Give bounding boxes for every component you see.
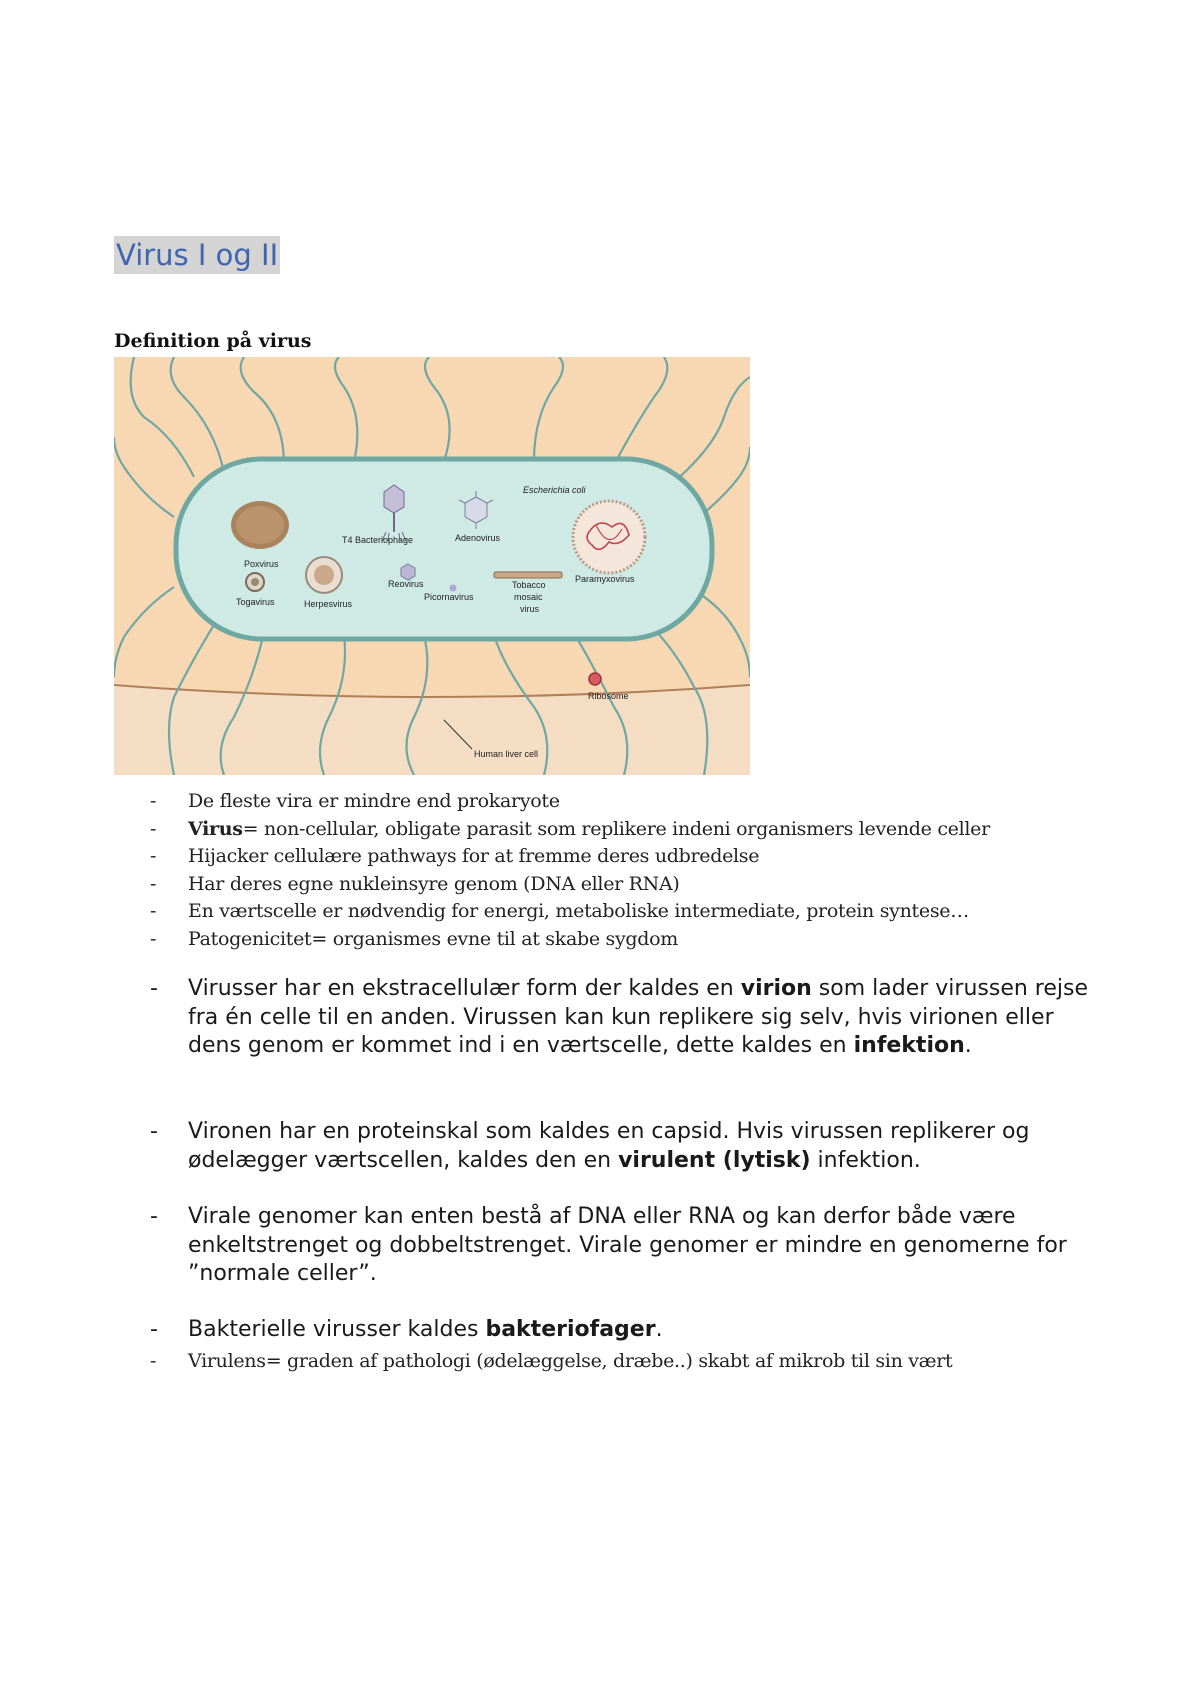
label-togavirus: Togavirus: [236, 597, 275, 607]
paragraph-capsid: [150, 1118, 1110, 1175]
label-t4: T4 Bacteriophage: [342, 535, 414, 545]
virus-size-figure: [114, 357, 750, 775]
definition-list: [150, 788, 1110, 953]
label-adenovirus: Adenovirus: [455, 533, 501, 543]
list-item: - Vironen har en proteinskal som kaldes en capsid. Hvis virussen replikerer og ødelægger værtscellen, kaldes den en virulent (lytisk) infektion.: [150, 1119, 1030, 1173]
list-item: - Bakterielle virusser kaldes bakteriofager.: [150, 1317, 663, 1342]
paragraph-genomes: [150, 1203, 1110, 1289]
list-item: - Virusser har en ekstracellulær form der kaldes en virion som lader virussen rejse fra én celle til en anden. Virussen kan kun replikere sig selv, hvis virionen eller dens genom er kommet ind i en værtscelle, dette kaldes en infektion.: [150, 976, 1089, 1058]
label-tobacco-1: Tobacco: [512, 580, 546, 590]
list-item: - Hijacker cellulære pathways for at fremme deres udbredelse: [150, 845, 760, 867]
page-title: Virus I og II: [116, 238, 279, 272]
paragraph-bacteriophage: [150, 1316, 1110, 1345]
list-item: - En værtscelle er nødvendig for energi, metaboliske intermediate, protein syntese…: [150, 900, 969, 922]
paragraph-virion: [150, 975, 1110, 1061]
list-item: - Patogenicitet= organismes evne til at skabe sygdom: [150, 927, 679, 950]
label-paramyxovirus: Paramyxovirus: [575, 574, 635, 584]
list-item: - Virus= non-cellular, obligate parasit som replikere indeni organismers levende celler: [150, 817, 990, 840]
label-ribosome: Ribosome: [588, 691, 629, 701]
label-tobacco-2: mosaic: [514, 592, 543, 602]
list-item: - Virale genomer kan enten bestå af DNA eller RNA og kan derfor både være enkeltstrenget og dobbeltstrenget. Virale genomer er mindre en genomerne for ”normale celler”.: [150, 1204, 1067, 1286]
label-picornavirus: Picornavirus: [424, 592, 474, 602]
label-ecoli: Escherichia coli: [523, 485, 586, 495]
label-herpesvirus: Herpesvirus: [304, 599, 353, 609]
list-item: - Har deres egne nukleinsyre genom (DNA eller RNA): [150, 872, 680, 895]
label-tobacco-3: virus: [520, 604, 540, 614]
list-item: - De fleste vira er mindre end prokaryote: [150, 790, 560, 812]
paragraph-virulence: [150, 1348, 1110, 1376]
label-liver: Human liver cell: [474, 749, 539, 759]
list-item: - Virulens= graden af pathologi (ødelæggelse, dræbe..) skabt af mikrob til sin vært: [150, 1350, 953, 1372]
label-poxvirus: Poxvirus: [244, 559, 279, 569]
section-heading: Definition på virus: [114, 330, 312, 352]
label-reovirus: Reovirus: [388, 579, 424, 589]
